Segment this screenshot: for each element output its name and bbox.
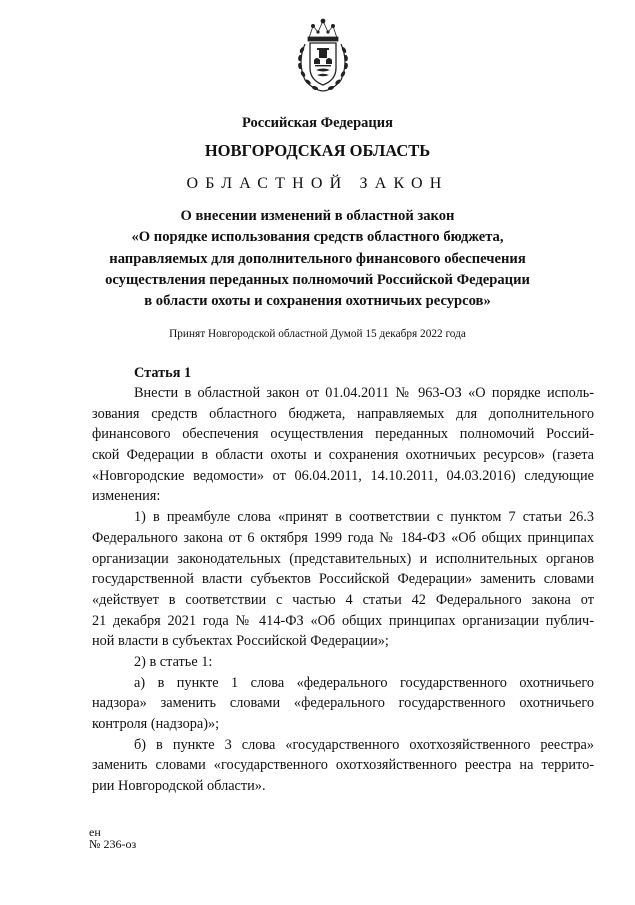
- body-line: рии Новгородской области».: [92, 778, 266, 795]
- region-name: НОВГОРОДСКАЯ ОБЛАСТЬ: [204, 141, 431, 160]
- body-line: а) в пункте 1 слова «федерального государственного охотничьего: [134, 674, 594, 691]
- footer-number: № 236-оз: [89, 837, 137, 851]
- article-heading: Статья 1: [134, 365, 192, 381]
- article-body: [92, 383, 594, 797]
- body-line: заменить словами «государственного охотхозяйственного реестра на террито-: [92, 757, 594, 774]
- body-line: 2) в статье 1:: [134, 653, 213, 670]
- body-line: надзора» заменить словами «федерального государственного охотничьего: [92, 695, 594, 712]
- body-line: 1) в преамбуле слова «принят в соответствии с пунктом 7 статьи 26.3: [134, 509, 594, 526]
- body-line: 21 декабря 2021 года № 414-ФЗ «Об общих принципах организации публич-: [92, 612, 594, 629]
- adoption-note: Принят Новгородской областной Думой 15 декабря 2022 года: [169, 328, 466, 340]
- body-line: государственной власти субъектов Российской Федерации» заменить словами: [92, 571, 594, 588]
- body-line: ской Федерации в области охоты и сохранения охотничьих ресурсов» (газета: [92, 447, 594, 464]
- document-footer: [89, 826, 136, 850]
- document-type: ОБЛАСТНОЙ ЗАКОН: [186, 175, 449, 192]
- title-line: направляемых для дополнительного финансового обеспечения: [109, 250, 526, 267]
- body-line: «Новгородские ведомости» от 06.04.2011, 14.10.2011, 04.03.2016) следующие: [92, 467, 594, 484]
- title-line: «О порядке использования средств областного бюджета,: [131, 229, 504, 246]
- body-line: ной власти в субъектах Российской Федерации»;: [92, 633, 389, 650]
- title-line: О внесении изменений в областной закон: [180, 208, 455, 224]
- body-line: контроля (надзора)»;: [92, 716, 220, 732]
- title-line: осуществления переданных полномочий Российской Федерации: [105, 271, 530, 288]
- footer-initials: ен: [89, 825, 101, 839]
- body-line: изменения:: [92, 488, 161, 505]
- body-line: «действует в соответствии с частью 4 статьи 42 Федерального закона от: [92, 591, 594, 608]
- coat-of-arms-icon: [295, 18, 351, 94]
- body-line: Федерального закона от 6 октября 1999 года № 184-ФЗ «Об общих принципах: [92, 529, 594, 546]
- law-title: [80, 206, 555, 312]
- title-line: в области охоты и сохранения охотничьих ресурсов»: [144, 293, 491, 310]
- body-line: б) в пункте 3 слова «государственного охотхозяйственного реестра»: [134, 736, 594, 753]
- country-name: Российская Федерация: [242, 115, 393, 131]
- body-line: организации законодательных (представительных) и исполнительных органов: [92, 550, 594, 567]
- body-line: финансового обеспечения осуществления переданных полномочий Россий-: [92, 426, 594, 443]
- body-line: зования средств областного бюджета, направляемых для дополнительного: [92, 405, 594, 422]
- body-line: Внести в областной закон от 01.04.2011 № 963-ОЗ «О порядке исполь-: [134, 385, 594, 401]
